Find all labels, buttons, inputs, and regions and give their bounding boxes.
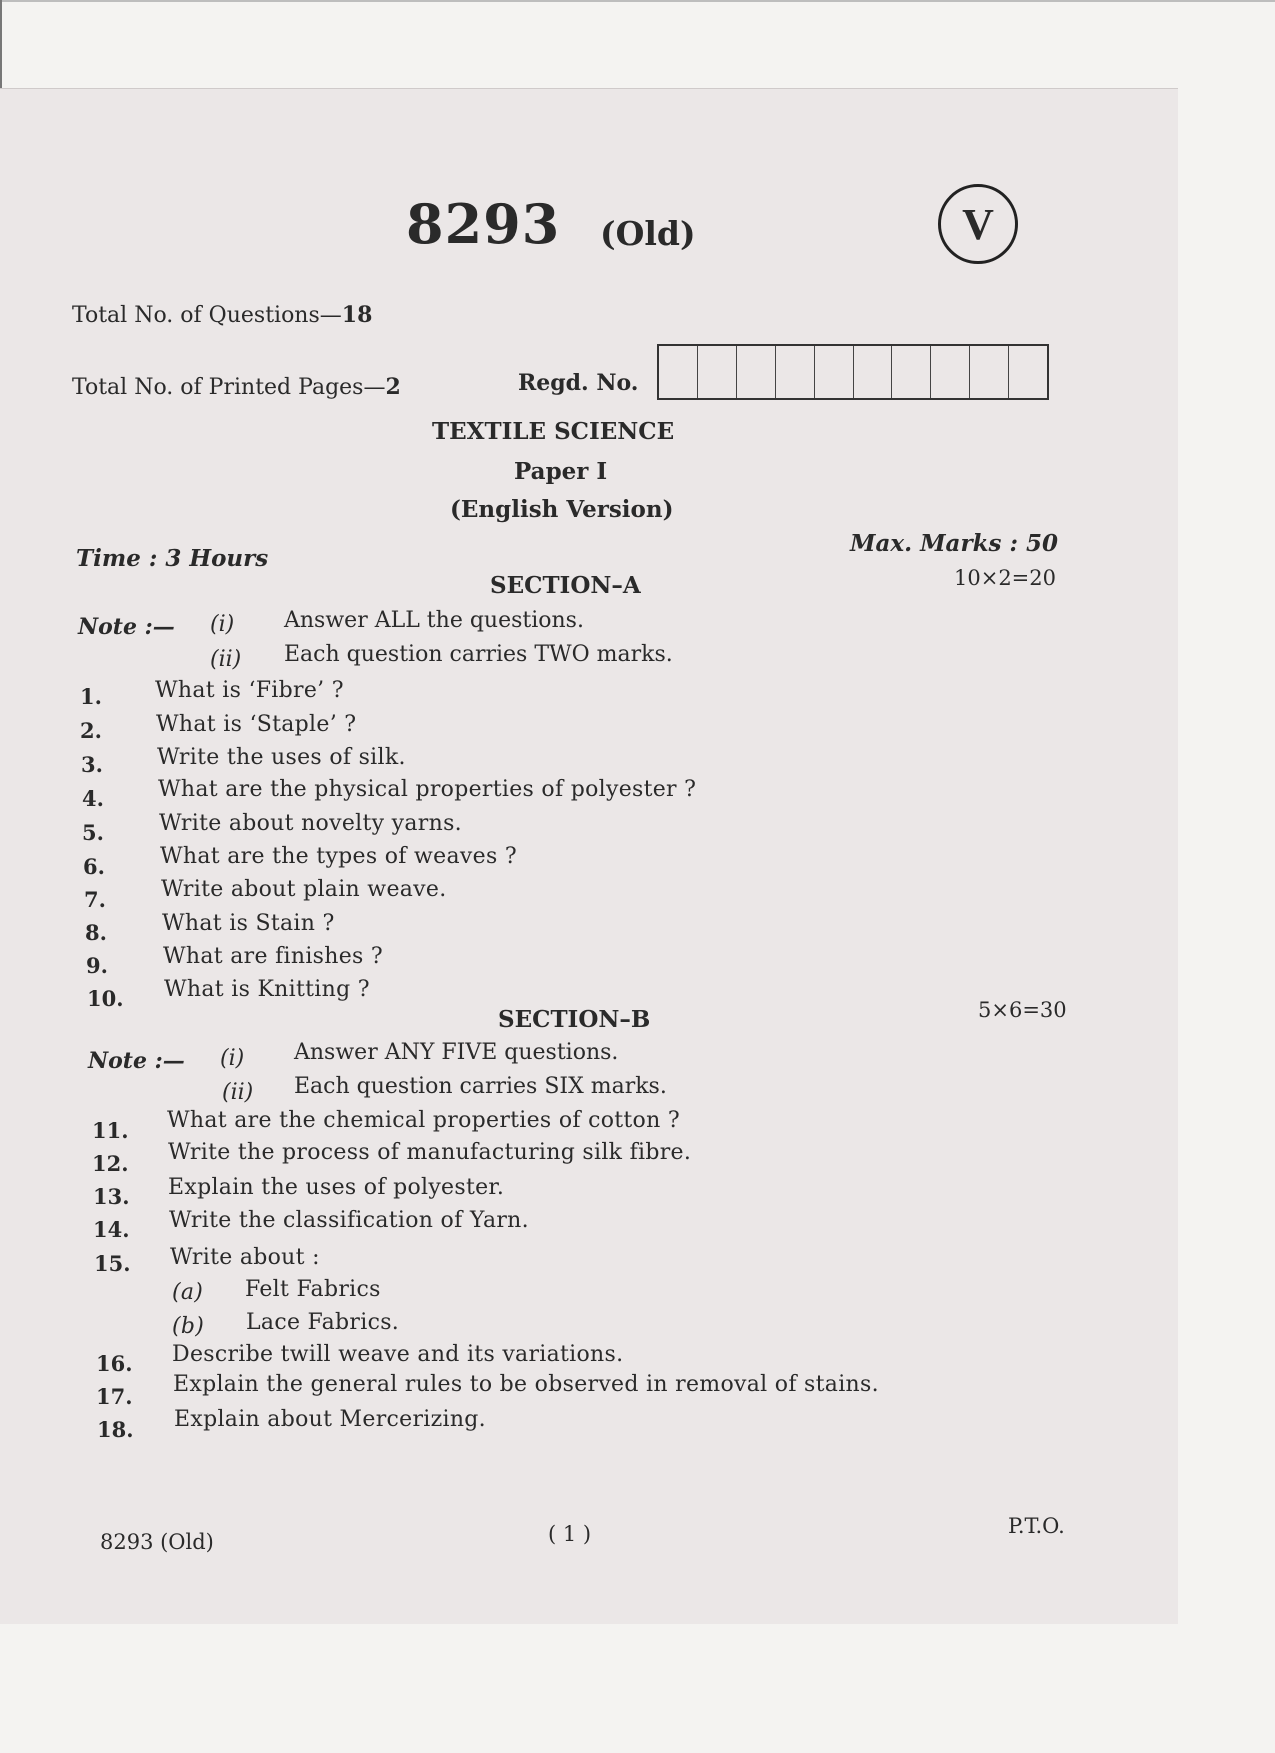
total-pages-value: 2 <box>385 374 401 400</box>
question-text: What is ‘Staple’ ? <box>156 712 357 737</box>
note-num: (i) <box>210 612 235 637</box>
note-text: Each question carries SIX marks. <box>294 1074 667 1099</box>
question-text: Write the process of manufacturing silk fibre. <box>168 1140 692 1165</box>
question-number: 4. <box>82 786 104 811</box>
subpart-label: (b) <box>172 1314 205 1339</box>
question-text: What are the chemical properties of cotton ? <box>167 1108 680 1133</box>
subpart-text: Felt Fabrics <box>245 1277 381 1302</box>
regd-cell[interactable] <box>659 346 698 398</box>
scan-top-edge <box>0 0 1275 10</box>
question-number: 16. <box>96 1351 133 1376</box>
question-number: 9. <box>86 953 108 978</box>
question-number: 3. <box>81 752 103 777</box>
question-text: What is Knitting ? <box>164 977 370 1002</box>
question-number: 1. <box>80 684 102 709</box>
subject-title: TEXTILE SCIENCE <box>432 418 675 445</box>
page-number: ( 1 ) <box>548 1522 592 1546</box>
question-number: 8. <box>85 920 107 945</box>
regd-cell[interactable] <box>1009 346 1047 398</box>
question-number: 13. <box>93 1184 130 1209</box>
regd-cell[interactable] <box>931 346 970 398</box>
question-text: What are the physical properties of polyester ? <box>158 777 697 802</box>
question-text: What are the types of weaves ? <box>160 844 517 869</box>
question-text: Write about plain weave. <box>161 877 447 902</box>
scan-left-edge <box>0 0 2 90</box>
max-marks: Max. Marks : 50 <box>850 530 1058 557</box>
section-a-heading: SECTION–A <box>490 572 641 599</box>
regd-cell[interactable] <box>854 346 893 398</box>
question-number: 6. <box>83 854 105 879</box>
note-num: (ii) <box>210 647 242 672</box>
regd-cell[interactable] <box>698 346 737 398</box>
paper-code: 8293 <box>406 192 561 256</box>
question-text: Write the classification of Yarn. <box>169 1208 529 1233</box>
question-text: Write the uses of silk. <box>157 745 406 770</box>
section-a-marks: 10×2=20 <box>954 566 1056 590</box>
section-a-note <box>78 614 175 640</box>
footer-code: 8293 (Old) <box>100 1530 214 1554</box>
question-text: Explain the uses of polyester. <box>168 1175 505 1200</box>
note-text: Answer ALL the questions. <box>284 608 584 633</box>
note-text: Answer ANY FIVE questions. <box>294 1040 619 1065</box>
note-num: (ii) <box>222 1080 254 1105</box>
question-text: Explain the general rules to be observed in removal of stains. <box>173 1372 879 1397</box>
section-b-note <box>88 1048 185 1074</box>
question-number: 11. <box>92 1118 129 1143</box>
paper-title: Paper I <box>514 458 608 485</box>
regd-cell[interactable] <box>815 346 854 398</box>
question-number: 7. <box>84 887 106 912</box>
total-questions-label: Total No. of Questions— <box>72 303 342 328</box>
question-text: Explain about Mercerizing. <box>174 1407 486 1432</box>
subpart-text: Lace Fabrics. <box>246 1310 400 1335</box>
question-number: 17. <box>96 1384 133 1409</box>
question-text: What are finishes ? <box>163 944 384 969</box>
regd-cell[interactable] <box>737 346 776 398</box>
regd-cell[interactable] <box>776 346 815 398</box>
question-number: 14. <box>93 1217 130 1242</box>
paper-code-suffix: (Old) <box>600 214 696 253</box>
regd-cell[interactable] <box>892 346 931 398</box>
question-number: 15. <box>94 1251 131 1276</box>
question-number: 12. <box>92 1151 129 1176</box>
total-questions <box>72 302 372 328</box>
note-label: Note :— <box>88 1048 185 1074</box>
question-number: 10. <box>87 986 124 1011</box>
note-label: Note :— <box>78 614 175 640</box>
regd-label: Regd. No. <box>518 370 639 396</box>
question-text: Write about novelty yarns. <box>159 811 462 836</box>
regd-cell[interactable] <box>970 346 1009 398</box>
question-text: What is ‘Fibre’ ? <box>155 678 344 703</box>
section-b-heading: SECTION–B <box>498 1006 651 1033</box>
time-label: Time : 3 Hours <box>76 545 269 572</box>
note-num: (i) <box>220 1046 245 1071</box>
total-pages <box>72 374 401 400</box>
question-text: Describe twill weave and its variations. <box>172 1342 624 1367</box>
note-text: Each question carries TWO marks. <box>284 642 673 667</box>
total-pages-label: Total No. of Printed Pages— <box>72 375 386 400</box>
question-number: 2. <box>80 718 102 743</box>
version-badge: V <box>938 184 1018 264</box>
question-text: Write about : <box>170 1245 320 1270</box>
question-number: 5. <box>82 820 104 845</box>
pto-label: P.T.O. <box>1008 1514 1065 1538</box>
question-text: What is Stain ? <box>162 911 335 936</box>
regd-number-boxes[interactable] <box>657 344 1049 400</box>
version-title: (English Version) <box>450 496 674 523</box>
total-questions-value: 18 <box>341 302 373 328</box>
section-b-marks: 5×6=30 <box>978 998 1067 1022</box>
subpart-label: (a) <box>172 1280 204 1305</box>
question-number: 18. <box>97 1417 134 1442</box>
